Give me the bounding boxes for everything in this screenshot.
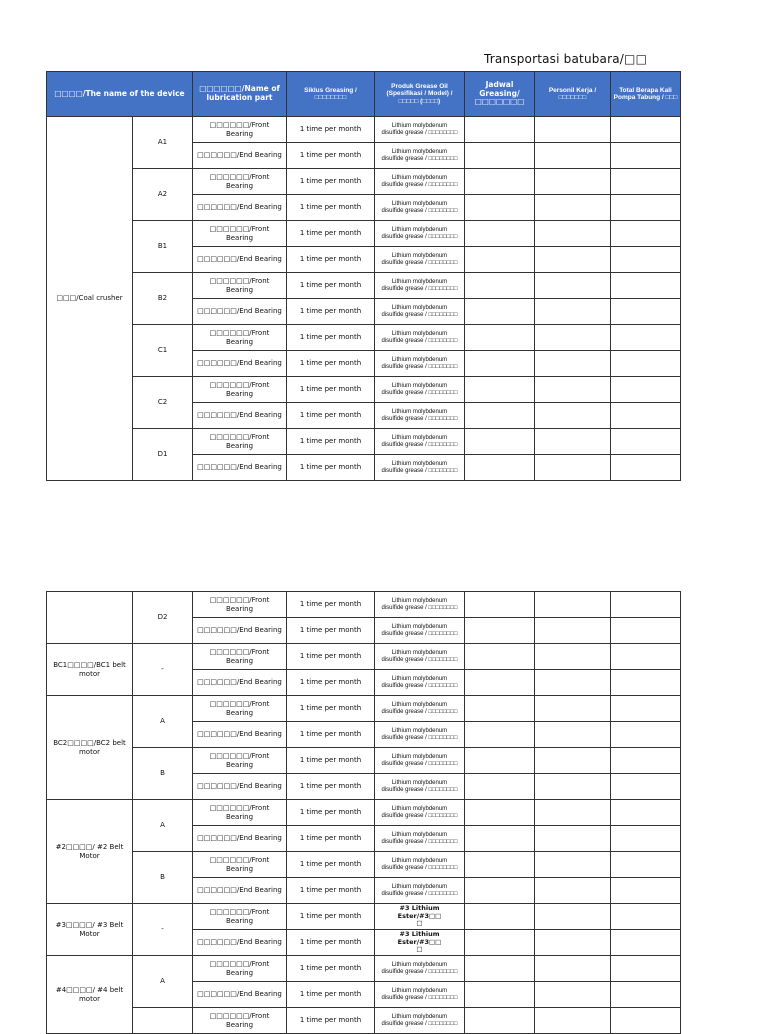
product-line2: disulfide grease / □□□□□□□□ bbox=[381, 259, 458, 266]
group-label: A bbox=[133, 956, 193, 1008]
schedule-cell[interactable] bbox=[465, 904, 535, 930]
product-line1: Lithium molybdenum bbox=[391, 779, 448, 786]
cycle-cell: 1 time per month bbox=[287, 117, 375, 143]
cycle-cell: 1 time per month bbox=[287, 618, 375, 644]
cycle-cell: 1 time per month bbox=[287, 325, 375, 351]
table-row bbox=[47, 429, 681, 455]
schedule-cell[interactable] bbox=[465, 143, 535, 169]
product-line1: Lithium molybdenum bbox=[391, 753, 448, 760]
personnel-cell[interactable] bbox=[535, 299, 611, 325]
product-cell bbox=[375, 644, 465, 670]
personnel-cell[interactable] bbox=[535, 195, 611, 221]
cycle-cell: 1 time per month bbox=[287, 722, 375, 748]
group-label: A2 bbox=[133, 169, 193, 221]
product-line2: disulfide grease / □□□□□□□□ bbox=[381, 285, 458, 292]
table-row bbox=[47, 273, 681, 299]
cycle-cell: 1 time per month bbox=[287, 403, 375, 429]
personnel-cell[interactable] bbox=[535, 826, 611, 852]
schedule-cell[interactable] bbox=[465, 878, 535, 904]
personnel-cell[interactable] bbox=[535, 618, 611, 644]
part-end-bearing: □□□□□□/End Bearing bbox=[193, 299, 287, 325]
part-end-bearing: □□□□□□/End Bearing bbox=[193, 982, 287, 1008]
product-line2: disulfide grease / □□□□□□□□ bbox=[381, 890, 458, 897]
part-end-bearing: □□□□□□/End Bearing bbox=[193, 670, 287, 696]
product-line2: disulfide grease / □□□□□□□□ bbox=[381, 838, 458, 845]
table-row bbox=[47, 956, 681, 982]
part-front-bearing: □□□□□□/Front Bearing bbox=[193, 592, 287, 618]
part-end-bearing: □□□□□□/End Bearing bbox=[193, 247, 287, 273]
schedule-cell[interactable] bbox=[465, 774, 535, 800]
product-line2: disulfide grease / □□□□□□□□ bbox=[381, 363, 458, 370]
personnel-cell[interactable] bbox=[535, 930, 611, 956]
product-cell bbox=[375, 852, 465, 878]
cycle-cell: 1 time per month bbox=[287, 195, 375, 221]
header-lubrication-part: □□□□□□/Name of lubrication part bbox=[193, 72, 287, 117]
part-end-bearing: □□□□□□/End Bearing bbox=[193, 878, 287, 904]
table-row bbox=[47, 169, 681, 195]
header-schedule: Jadwal Greasing/□□□□□□□ bbox=[465, 72, 535, 117]
product-line2: disulfide grease / □□□□□□□□ bbox=[381, 311, 458, 318]
product-line2: disulfide grease / □□□□□□□□ bbox=[381, 630, 458, 637]
product-line2: disulfide grease / □□□□□□□□ bbox=[381, 604, 458, 611]
table-row bbox=[47, 644, 681, 670]
header-device: □□□□/The name of the device bbox=[47, 72, 193, 117]
product-cell bbox=[375, 774, 465, 800]
cycle-cell: 1 time per month bbox=[287, 800, 375, 826]
table-row bbox=[47, 852, 681, 878]
cycle-cell: 1 time per month bbox=[287, 644, 375, 670]
total-cell[interactable] bbox=[611, 696, 681, 722]
device-name-belt4-motor: #4□□□□/ #4 belt motor bbox=[47, 956, 133, 1034]
personnel-cell[interactable] bbox=[535, 377, 611, 403]
cycle-cell: 1 time per month bbox=[287, 748, 375, 774]
product-line1: Lithium molybdenum bbox=[391, 304, 448, 311]
product-ester-line1: #3 Lithium Ester/#3□□ bbox=[397, 904, 442, 920]
device-name-coal-crusher: □□□/Coal crusher bbox=[47, 117, 133, 481]
device-name-bc2-belt-motor: BC2□□□□/BC2 belt motor bbox=[47, 696, 133, 800]
total-cell[interactable] bbox=[611, 403, 681, 429]
personnel-cell[interactable] bbox=[535, 273, 611, 299]
product-line2: disulfide grease / □□□□□□□□ bbox=[381, 786, 458, 793]
part-front-bearing: □□□□□□/Front Bearing bbox=[193, 696, 287, 722]
personnel-cell[interactable] bbox=[535, 429, 611, 455]
part-end-bearing: □□□□□□/End Bearing bbox=[193, 930, 287, 956]
schedule-cell[interactable] bbox=[465, 800, 535, 826]
product-cell bbox=[375, 221, 465, 247]
personnel-cell[interactable] bbox=[535, 774, 611, 800]
lubrication-table-page2 bbox=[46, 591, 681, 1034]
group-label-cut bbox=[133, 1008, 193, 1034]
product-line2: disulfide grease / □□□□□□□□ bbox=[381, 968, 458, 975]
device-name-continued bbox=[47, 592, 133, 644]
total-cell[interactable] bbox=[611, 592, 681, 618]
personnel-cell[interactable] bbox=[535, 351, 611, 377]
product-cell bbox=[375, 455, 465, 481]
group-label: B1 bbox=[133, 221, 193, 273]
product-cell bbox=[375, 299, 465, 325]
personnel-cell[interactable] bbox=[535, 904, 611, 930]
part-front-bearing: □□□□□□/Front Bearing bbox=[193, 1008, 287, 1034]
cycle-cell: 1 time per month bbox=[287, 247, 375, 273]
product-line2: disulfide grease / □□□□□□□□ bbox=[381, 760, 458, 767]
cycle-cell: 1 time per month bbox=[287, 455, 375, 481]
product-cell bbox=[375, 748, 465, 774]
cycle-cell: 1 time per month bbox=[287, 982, 375, 1008]
group-label: D2 bbox=[133, 592, 193, 644]
part-front-bearing: □□□□□□/Front Bearing bbox=[193, 169, 287, 195]
cycle-cell: 1 time per month bbox=[287, 221, 375, 247]
device-name-belt2-motor: #2□□□□/ #2 Belt Motor bbox=[47, 800, 133, 904]
part-end-bearing: □□□□□□/End Bearing bbox=[193, 403, 287, 429]
product-line1: Lithium molybdenum bbox=[391, 200, 448, 207]
product-line2: disulfide grease / □□□□□□□□ bbox=[381, 708, 458, 715]
group-label: - bbox=[133, 904, 193, 956]
product-line2: disulfide grease / □□□□□□□□ bbox=[381, 389, 458, 396]
product-line1: Lithium molybdenum bbox=[391, 597, 448, 604]
product-line2: disulfide grease / □□□□□□□□ bbox=[381, 441, 458, 448]
product-cell bbox=[375, 878, 465, 904]
total-cell[interactable] bbox=[611, 195, 681, 221]
schedule-cell[interactable] bbox=[465, 195, 535, 221]
product-line2: disulfide grease / □□□□□□□□ bbox=[381, 181, 458, 188]
cycle-cell: 1 time per month bbox=[287, 878, 375, 904]
product-line1: Lithium molybdenum bbox=[391, 987, 448, 994]
part-front-bearing: □□□□□□/Front Bearing bbox=[193, 117, 287, 143]
schedule-cell[interactable] bbox=[465, 429, 535, 455]
document-title: Transportasi batubara/□□ bbox=[484, 52, 648, 66]
total-cell[interactable] bbox=[611, 325, 681, 351]
part-end-bearing: □□□□□□/End Bearing bbox=[193, 774, 287, 800]
schedule-cell[interactable] bbox=[465, 670, 535, 696]
cycle-cell: 1 time per month bbox=[287, 377, 375, 403]
product-line1: Lithium molybdenum bbox=[391, 460, 448, 467]
product-cell bbox=[375, 377, 465, 403]
product-ester-line1: #3 Lithium Ester/#3□□ bbox=[397, 930, 442, 946]
table-row bbox=[47, 748, 681, 774]
product-line2: disulfide grease / □□□□□□□□ bbox=[381, 656, 458, 663]
part-front-bearing: □□□□□□/Front Bearing bbox=[193, 644, 287, 670]
product-cell bbox=[375, 956, 465, 982]
group-label: B2 bbox=[133, 273, 193, 325]
product-cell bbox=[375, 169, 465, 195]
total-cell[interactable] bbox=[611, 644, 681, 670]
product-line1: Lithium molybdenum bbox=[391, 408, 448, 415]
schedule-cell[interactable] bbox=[465, 273, 535, 299]
personnel-cell[interactable] bbox=[535, 852, 611, 878]
product-line2: disulfide grease / □□□□□□□□ bbox=[381, 207, 458, 214]
product-cell bbox=[375, 273, 465, 299]
part-end-bearing: □□□□□□/End Bearing bbox=[193, 618, 287, 644]
schedule-cell[interactable] bbox=[465, 221, 535, 247]
personnel-cell[interactable] bbox=[535, 455, 611, 481]
total-cell[interactable] bbox=[611, 273, 681, 299]
product-cell bbox=[375, 403, 465, 429]
personnel-cell[interactable] bbox=[535, 221, 611, 247]
product-cell-ester bbox=[375, 930, 465, 956]
product-cell bbox=[375, 143, 465, 169]
cycle-cell: 1 time per month bbox=[287, 592, 375, 618]
product-line2: disulfide grease / □□□□□□□□ bbox=[381, 233, 458, 240]
schedule-cell[interactable] bbox=[465, 247, 535, 273]
product-line2: disulfide grease / □□□□□□□□ bbox=[381, 129, 458, 136]
personnel-cell[interactable] bbox=[535, 325, 611, 351]
total-cell[interactable] bbox=[611, 117, 681, 143]
schedule-cell[interactable] bbox=[465, 852, 535, 878]
product-line2: disulfide grease / □□□□□□□□ bbox=[381, 864, 458, 871]
product-cell bbox=[375, 325, 465, 351]
table-row bbox=[47, 592, 681, 618]
product-line1: Lithium molybdenum bbox=[391, 883, 448, 890]
product-cell bbox=[375, 351, 465, 377]
cycle-cell: 1 time per month bbox=[287, 670, 375, 696]
schedule-cell[interactable] bbox=[465, 956, 535, 982]
schedule-cell[interactable] bbox=[465, 696, 535, 722]
product-ester-line2: □ bbox=[416, 945, 423, 954]
personnel-cell[interactable] bbox=[535, 644, 611, 670]
total-cell[interactable] bbox=[611, 800, 681, 826]
part-end-bearing: □□□□□□/End Bearing bbox=[193, 826, 287, 852]
cycle-cell: 1 time per month bbox=[287, 826, 375, 852]
personnel-cell[interactable] bbox=[535, 592, 611, 618]
product-line1: Lithium molybdenum bbox=[391, 252, 448, 259]
total-cell[interactable] bbox=[611, 826, 681, 852]
part-end-bearing: □□□□□□/End Bearing bbox=[193, 722, 287, 748]
table-row bbox=[47, 377, 681, 403]
total-cell[interactable] bbox=[611, 299, 681, 325]
group-label: A1 bbox=[133, 117, 193, 169]
product-line1: Lithium molybdenum bbox=[391, 382, 448, 389]
cycle-cell: 1 time per month bbox=[287, 299, 375, 325]
personnel-cell[interactable] bbox=[535, 143, 611, 169]
schedule-cell[interactable] bbox=[465, 377, 535, 403]
product-line1: Lithium molybdenum bbox=[391, 278, 448, 285]
schedule-cell[interactable] bbox=[465, 592, 535, 618]
personnel-cell[interactable] bbox=[535, 670, 611, 696]
product-cell bbox=[375, 1008, 465, 1034]
total-cell[interactable] bbox=[611, 930, 681, 956]
product-line1: Lithium molybdenum bbox=[391, 857, 448, 864]
product-line2: disulfide grease / □□□□□□□□ bbox=[381, 812, 458, 819]
part-front-bearing: □□□□□□/Front Bearing bbox=[193, 429, 287, 455]
product-line1: Lithium molybdenum bbox=[391, 961, 448, 968]
cycle-cell: 1 time per month bbox=[287, 143, 375, 169]
product-line1: Lithium molybdenum bbox=[391, 330, 448, 337]
header-total: Total Berapa Kali Pompa Tabung / □□□ bbox=[611, 72, 681, 117]
part-front-bearing: □□□□□□/Front Bearing bbox=[193, 221, 287, 247]
product-ester-line2: □ bbox=[416, 919, 423, 928]
group-label: C2 bbox=[133, 377, 193, 429]
personnel-cell[interactable] bbox=[535, 956, 611, 982]
table-row bbox=[47, 117, 681, 143]
cycle-cell: 1 time per month bbox=[287, 1008, 375, 1034]
group-label: A bbox=[133, 800, 193, 852]
personnel-cell[interactable] bbox=[535, 403, 611, 429]
total-cell[interactable] bbox=[611, 618, 681, 644]
product-line2: disulfide grease / □□□□□□□□ bbox=[381, 734, 458, 741]
personnel-cell[interactable] bbox=[535, 169, 611, 195]
cycle-cell: 1 time per month bbox=[287, 956, 375, 982]
product-line2: disulfide grease / □□□□□□□□ bbox=[381, 994, 458, 1001]
schedule-cell[interactable] bbox=[465, 826, 535, 852]
product-cell bbox=[375, 429, 465, 455]
device-name-bc1-belt-motor: BC1□□□□/BC1 belt motor bbox=[47, 644, 133, 696]
personnel-cell[interactable] bbox=[535, 1008, 611, 1034]
personnel-cell[interactable] bbox=[535, 982, 611, 1008]
group-label: C1 bbox=[133, 325, 193, 377]
personnel-cell[interactable] bbox=[535, 800, 611, 826]
cycle-cell: 1 time per month bbox=[287, 774, 375, 800]
product-line1: Lithium molybdenum bbox=[391, 434, 448, 441]
total-cell[interactable] bbox=[611, 1008, 681, 1034]
product-line1: Lithium molybdenum bbox=[391, 174, 448, 181]
device-name-belt3-motor: #3□□□□/ #3 Belt Motor bbox=[47, 904, 133, 956]
total-cell[interactable] bbox=[611, 221, 681, 247]
header-cycle: Siklus Greasing / □□□□□□□□ bbox=[287, 72, 375, 117]
part-front-bearing: □□□□□□/Front Bearing bbox=[193, 904, 287, 930]
schedule-cell[interactable] bbox=[465, 403, 535, 429]
total-cell[interactable] bbox=[611, 748, 681, 774]
cycle-cell: 1 time per month bbox=[287, 429, 375, 455]
schedule-cell[interactable] bbox=[465, 930, 535, 956]
product-cell bbox=[375, 722, 465, 748]
part-front-bearing: □□□□□□/Front Bearing bbox=[193, 325, 287, 351]
cycle-cell: 1 time per month bbox=[287, 351, 375, 377]
part-front-bearing: □□□□□□/Front Bearing bbox=[193, 800, 287, 826]
header-product: Produk Grease Oil (Spesifikasi / Model) / □□□□□ (□□□□) bbox=[375, 72, 465, 117]
total-cell[interactable] bbox=[611, 956, 681, 982]
schedule-cell[interactable] bbox=[465, 982, 535, 1008]
product-cell bbox=[375, 826, 465, 852]
product-cell bbox=[375, 982, 465, 1008]
product-line2: disulfide grease / □□□□□□□□ bbox=[381, 155, 458, 162]
product-cell bbox=[375, 800, 465, 826]
product-cell bbox=[375, 696, 465, 722]
product-line1: Lithium molybdenum bbox=[391, 623, 448, 630]
total-cell[interactable] bbox=[611, 982, 681, 1008]
group-label: - bbox=[133, 644, 193, 696]
cycle-cell: 1 time per month bbox=[287, 852, 375, 878]
product-line1: Lithium molybdenum bbox=[391, 805, 448, 812]
lubrication-table-page1 bbox=[46, 71, 681, 481]
part-front-bearing: □□□□□□/Front Bearing bbox=[193, 748, 287, 774]
product-line1: Lithium molybdenum bbox=[391, 649, 448, 656]
total-cell[interactable] bbox=[611, 722, 681, 748]
product-cell bbox=[375, 117, 465, 143]
product-line1: Lithium molybdenum bbox=[391, 727, 448, 734]
cycle-cell: 1 time per month bbox=[287, 273, 375, 299]
group-label: A bbox=[133, 696, 193, 748]
product-line2: disulfide grease / □□□□□□□□ bbox=[381, 337, 458, 344]
product-line2: disulfide grease / □□□□□□□□ bbox=[381, 467, 458, 474]
schedule-cell[interactable] bbox=[465, 1008, 535, 1034]
group-label: B bbox=[133, 748, 193, 800]
part-front-bearing: □□□□□□/Front Bearing bbox=[193, 852, 287, 878]
schedule-cell[interactable] bbox=[465, 644, 535, 670]
part-front-bearing: □□□□□□/Front Bearing bbox=[193, 956, 287, 982]
part-front-bearing: □□□□□□/Front Bearing bbox=[193, 273, 287, 299]
schedule-cell[interactable] bbox=[465, 748, 535, 774]
product-cell bbox=[375, 592, 465, 618]
product-cell bbox=[375, 670, 465, 696]
schedule-cell[interactable] bbox=[465, 117, 535, 143]
total-cell[interactable] bbox=[611, 143, 681, 169]
personnel-cell[interactable] bbox=[535, 878, 611, 904]
part-end-bearing: □□□□□□/End Bearing bbox=[193, 455, 287, 481]
product-line1: Lithium molybdenum bbox=[391, 356, 448, 363]
schedule-cell[interactable] bbox=[465, 618, 535, 644]
product-line2: disulfide grease / □□□□□□□□ bbox=[381, 415, 458, 422]
product-line1: Lithium molybdenum bbox=[391, 675, 448, 682]
cycle-cell: 1 time per month bbox=[287, 904, 375, 930]
group-label: D1 bbox=[133, 429, 193, 481]
product-line1: Lithium molybdenum bbox=[391, 831, 448, 838]
personnel-cell[interactable] bbox=[535, 696, 611, 722]
personnel-cell[interactable] bbox=[535, 722, 611, 748]
total-cell[interactable] bbox=[611, 377, 681, 403]
product-line1: Lithium molybdenum bbox=[391, 148, 448, 155]
product-line1: Lithium molybdenum bbox=[391, 226, 448, 233]
total-cell[interactable] bbox=[611, 878, 681, 904]
product-cell bbox=[375, 247, 465, 273]
total-cell[interactable] bbox=[611, 904, 681, 930]
header-personnel: Personil Kerja / □□□□□□□ bbox=[535, 72, 611, 117]
group-label: B bbox=[133, 852, 193, 904]
product-cell bbox=[375, 195, 465, 221]
product-line1: Lithium molybdenum bbox=[391, 122, 448, 129]
personnel-cell[interactable] bbox=[535, 748, 611, 774]
part-end-bearing: □□□□□□/End Bearing bbox=[193, 195, 287, 221]
part-end-bearing: □□□□□□/End Bearing bbox=[193, 351, 287, 377]
cycle-cell: 1 time per month bbox=[287, 696, 375, 722]
table-row bbox=[47, 221, 681, 247]
table-row bbox=[47, 904, 681, 930]
total-cell[interactable] bbox=[611, 351, 681, 377]
product-line1: Lithium molybdenum bbox=[391, 1013, 448, 1020]
schedule-cell[interactable] bbox=[465, 325, 535, 351]
part-end-bearing: □□□□□□/End Bearing bbox=[193, 143, 287, 169]
total-cell[interactable] bbox=[611, 852, 681, 878]
table-row bbox=[47, 1008, 681, 1034]
total-cell[interactable] bbox=[611, 429, 681, 455]
total-cell[interactable] bbox=[611, 774, 681, 800]
cycle-cell: 1 time per month bbox=[287, 930, 375, 956]
part-front-bearing: □□□□□□/Front Bearing bbox=[193, 377, 287, 403]
total-cell[interactable] bbox=[611, 247, 681, 273]
product-line1: Lithium molybdenum bbox=[391, 701, 448, 708]
schedule-cell[interactable] bbox=[465, 169, 535, 195]
product-cell bbox=[375, 618, 465, 644]
product-line2: disulfide grease / □□□□□□□□ bbox=[381, 1020, 458, 1027]
schedule-cell[interactable] bbox=[465, 455, 535, 481]
schedule-cell[interactable] bbox=[465, 299, 535, 325]
table-row bbox=[47, 800, 681, 826]
personnel-cell[interactable] bbox=[535, 247, 611, 273]
table-row bbox=[47, 325, 681, 351]
product-line2: disulfide grease / □□□□□□□□ bbox=[381, 682, 458, 689]
schedule-cell[interactable] bbox=[465, 722, 535, 748]
personnel-cell[interactable] bbox=[535, 117, 611, 143]
total-cell[interactable] bbox=[611, 169, 681, 195]
schedule-cell[interactable] bbox=[465, 351, 535, 377]
total-cell[interactable] bbox=[611, 670, 681, 696]
cycle-cell: 1 time per month bbox=[287, 169, 375, 195]
total-cell[interactable] bbox=[611, 455, 681, 481]
product-cell-ester bbox=[375, 904, 465, 930]
table-row bbox=[47, 696, 681, 722]
